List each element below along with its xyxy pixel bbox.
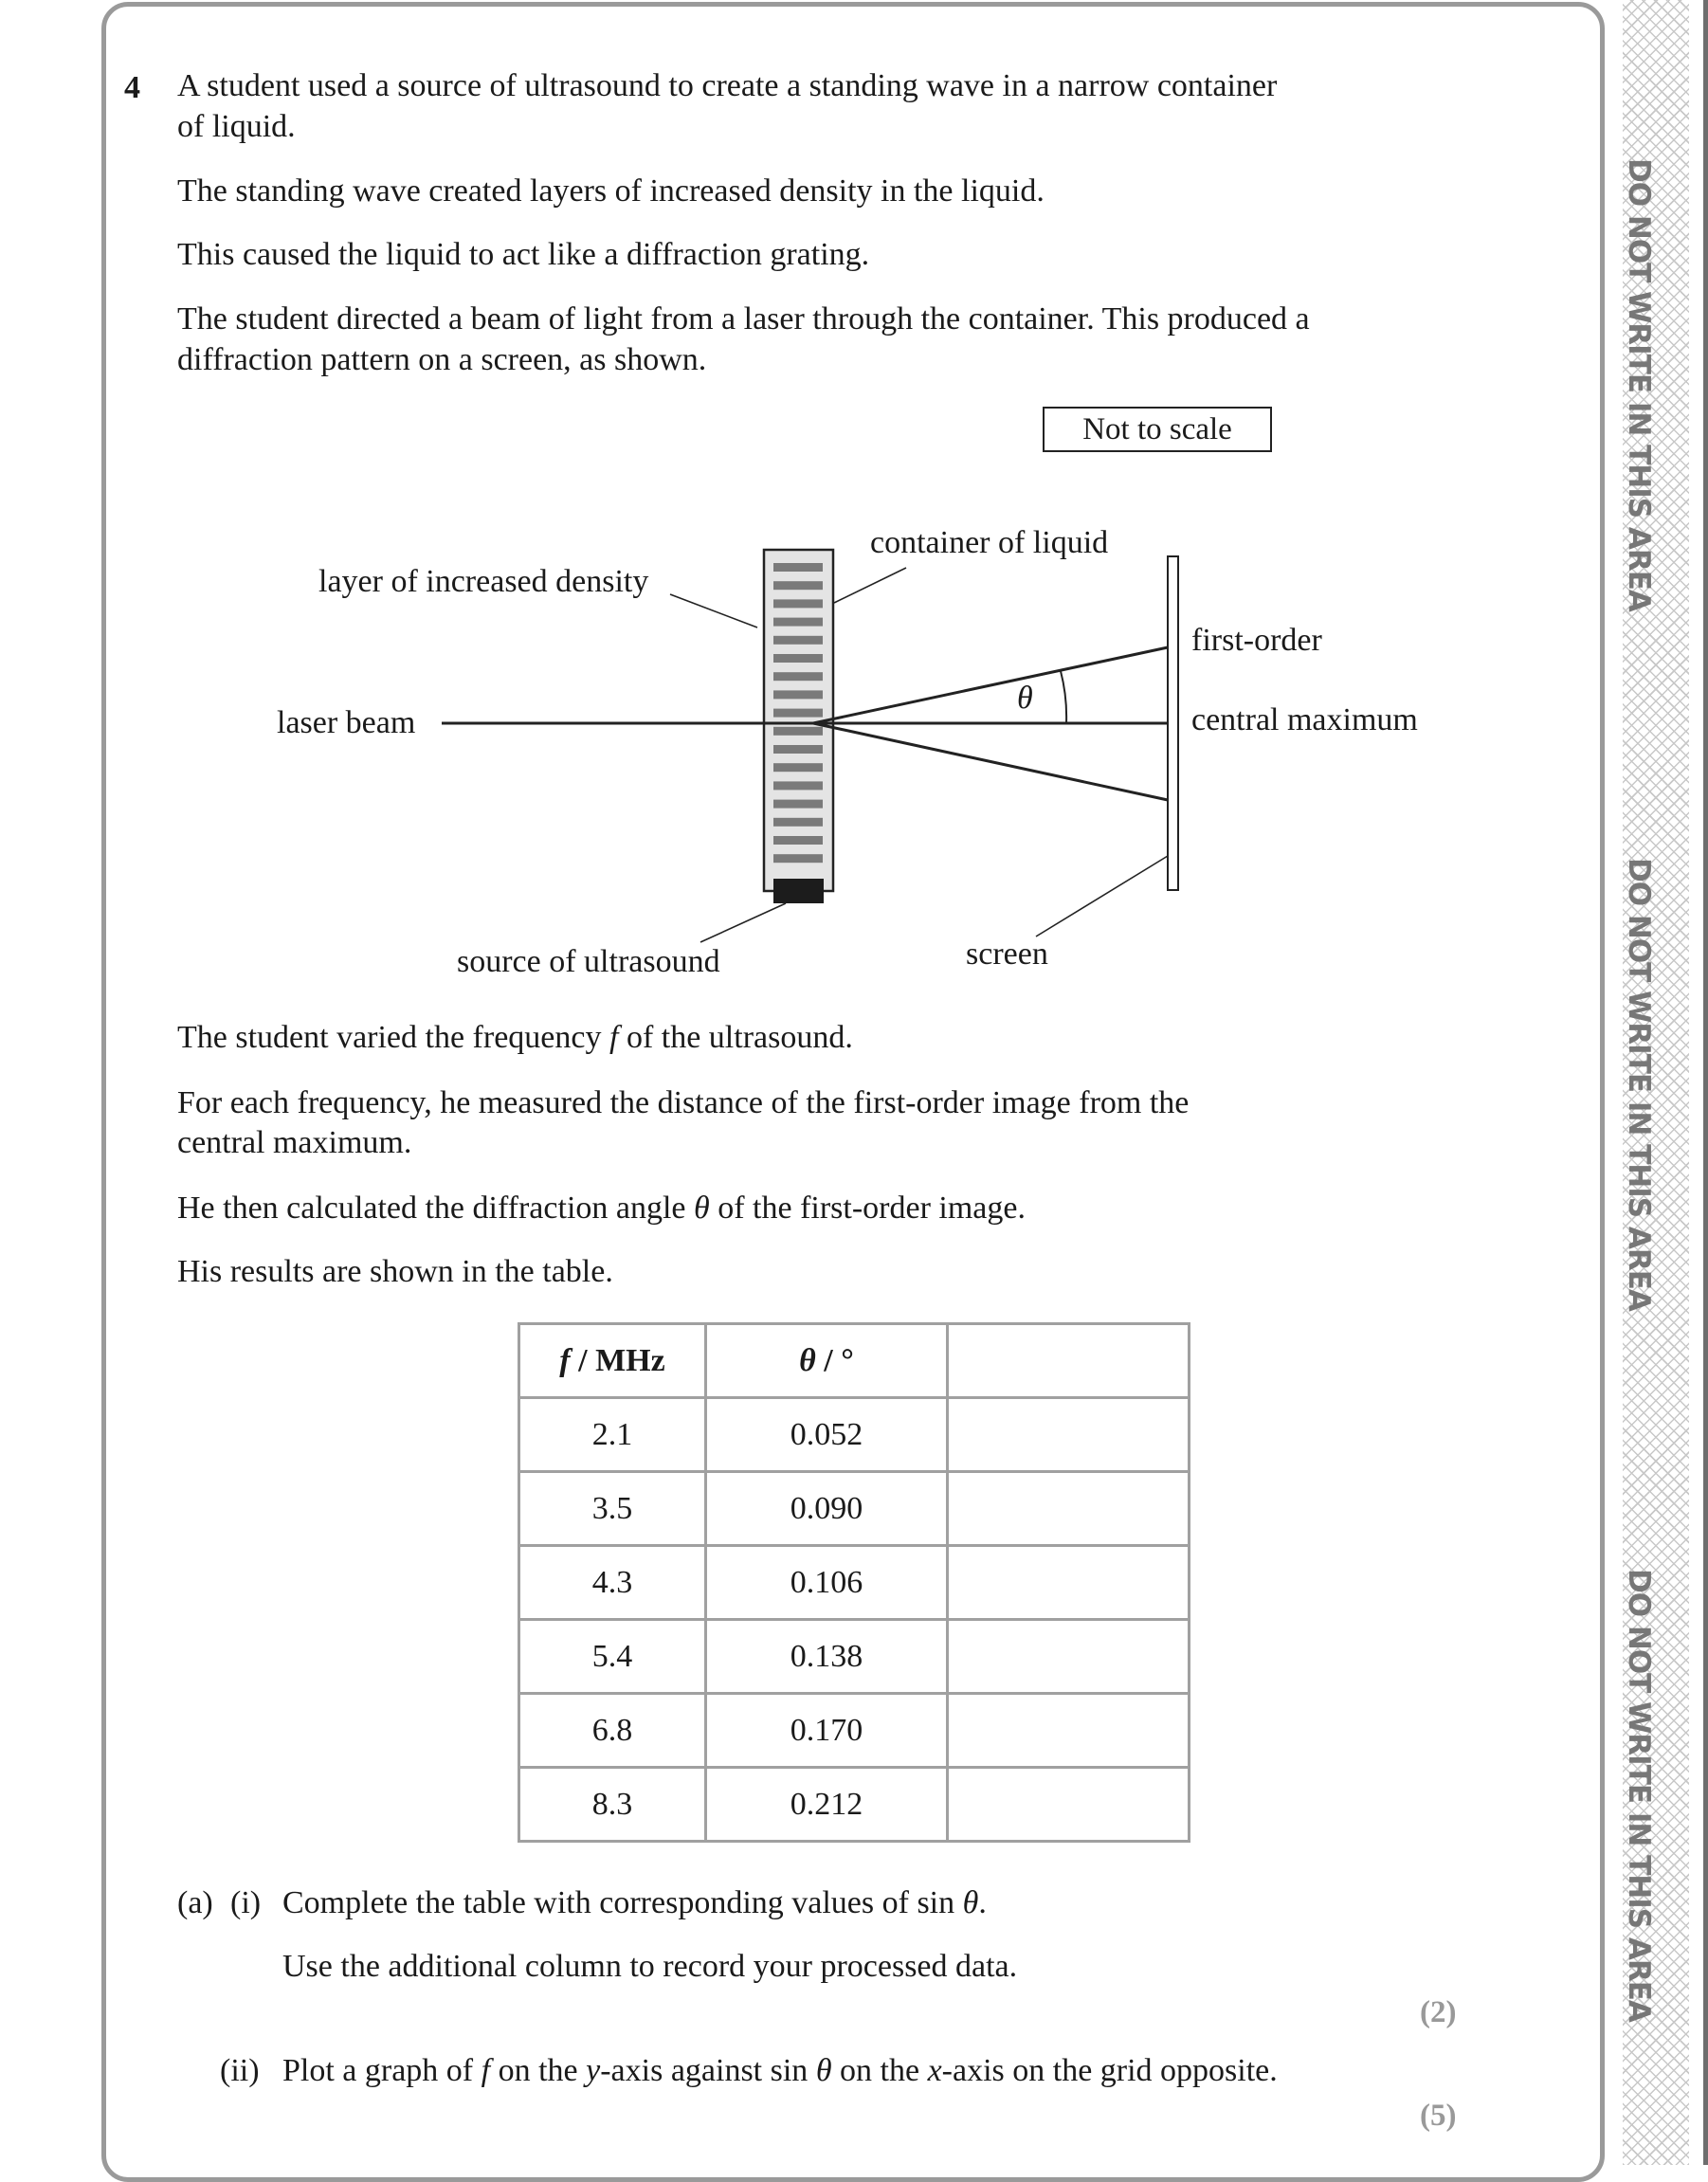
para-diffraction-grating: This caused the liquid to act like a diffraction grating. [177,237,870,272]
part-ii-label: (ii) [220,2053,260,2088]
density-layer [773,745,823,754]
part-ii-marks: (5) [1420,2099,1457,2133]
density-layer [773,781,823,790]
density-layer [773,618,823,627]
cell-frequency: 8.3 [519,1768,706,1842]
density-layer [773,690,823,699]
label-central-maximum: central maximum [1191,702,1418,737]
intro-line-2: of liquid. [177,109,296,144]
label-source: source of ultrasound [457,944,720,979]
cell-angle: 0.106 [706,1546,948,1620]
cell-frequency: 2.1 [519,1398,706,1472]
header-processed-data[interactable] [948,1324,1190,1398]
table-row [519,1768,1190,1842]
method-para-2-line-1: For each frequency, he measured the distance of the first-order image from the [177,1085,1190,1120]
method-para-4: His results are shown in the table. [177,1254,613,1289]
label-container: container of liquid [870,525,1109,560]
first-order-ray-upper [813,647,1168,723]
density-layer [773,672,823,681]
method-para-3: He then calculated the diffraction angle θ of the first-order image. [177,1191,1026,1226]
label-laser-beam: laser beam [277,705,416,740]
part-ii-instruction: Plot a graph of f on the y-axis against sin θ on the x-axis on the grid opposite. [282,2053,1278,2088]
method-para-2-line-2: central maximum. [177,1125,412,1160]
margin-warning-text: DO NOT WRITE IN THIS AREA [1622,1569,1656,2022]
label-first-order: first-order [1191,623,1322,658]
question-number: 4 [124,70,140,105]
margin-warning-text: DO NOT WRITE IN THIS AREA [1622,858,1656,1311]
cell-sin-theta[interactable] [948,1472,1190,1546]
cell-angle: 0.138 [706,1620,948,1694]
density-layer [773,854,823,863]
part-i-marks: (2) [1420,1995,1457,2029]
cell-frequency: 5.4 [519,1620,706,1694]
cell-sin-theta[interactable] [948,1546,1190,1620]
density-layer [773,599,823,608]
not-to-scale-box: Not to scale [1043,407,1272,452]
density-layer [773,563,823,572]
cell-angle: 0.090 [706,1472,948,1546]
part-a-label: (a) [177,1885,213,1920]
cell-frequency: 3.5 [519,1472,706,1546]
cell-sin-theta[interactable] [948,1768,1190,1842]
table-row [519,1472,1190,1546]
density-layer [773,636,823,645]
cell-angle: 0.052 [706,1398,948,1472]
para-laser-line-1: The student directed a beam of light from a laser through the container. This produced a [177,301,1310,336]
layer-leader-line [670,594,757,627]
intro-line-1: A student used a source of ultrasound to create a standing wave in a narrow container [177,68,1278,103]
cell-angle: 0.212 [706,1768,948,1842]
container-leader-line [834,568,906,603]
header-angle: θ / ° [706,1324,948,1398]
cell-sin-theta[interactable] [948,1694,1190,1768]
para-standing-wave: The standing wave created layers of increased density in the liquid. [177,173,1045,209]
para-laser-line-2: diffraction pattern on a screen, as shown. [177,342,707,377]
label-screen: screen [966,936,1048,972]
part-i-label: (i) [230,1885,262,1920]
part-i-instruction: Complete the table with corresponding values of sin θ. [282,1885,987,1920]
source-leader-line [700,903,786,942]
screen-leader-line [1036,856,1168,936]
density-layer [773,709,823,718]
density-layer [773,654,823,663]
screen [1168,556,1178,890]
density-layer [773,818,823,827]
cell-angle: 0.170 [706,1694,948,1768]
table-row [519,1546,1190,1620]
ultrasound-source [773,879,824,903]
cell-sin-theta[interactable] [948,1620,1190,1694]
results-table [518,1322,1190,1843]
cell-frequency: 6.8 [519,1694,706,1768]
first-order-ray-lower [813,723,1168,800]
theta-arc [1061,671,1066,723]
table-row [519,1620,1190,1694]
table-row [519,1398,1190,1472]
table-row [519,1694,1190,1768]
method-para-1: The student varied the frequency f of the ultrasound. [177,1020,853,1055]
label-layer: layer of increased density [318,564,649,599]
density-layer [773,727,823,736]
density-layer [773,763,823,772]
header-frequency: f / MHz [519,1324,706,1398]
part-i-instruction-2: Use the additional column to record your processed data. [282,1949,1018,1984]
density-layer [773,800,823,809]
density-layer [773,836,823,845]
cell-frequency: 4.3 [519,1546,706,1620]
label-theta: θ [1017,681,1033,716]
density-layer [773,581,823,590]
table-header-row [519,1324,1190,1398]
margin-warning-text: DO NOT WRITE IN THIS AREA [1622,158,1656,611]
cell-sin-theta[interactable] [948,1398,1190,1472]
